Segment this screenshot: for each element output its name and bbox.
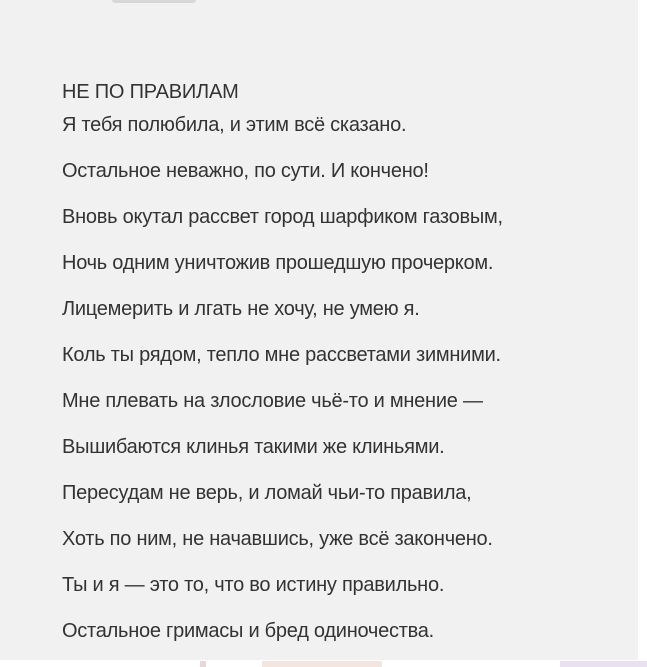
poem-line: Я тебя полюбила, и этим всё сказано. — [62, 114, 407, 136]
poem-line: Остальное гримасы и бред одиночества. — [62, 620, 434, 642]
poem-line: Лицемерить и лгать не хочу, не умею я. — [62, 298, 420, 320]
poem-line: Коль ты рядом, тепло мне рассветами зимними. — [62, 344, 501, 366]
poem-title: НЕ ПО ПРАВИЛАМ — [62, 81, 239, 103]
bottom-edge-mark — [262, 661, 382, 667]
poem-line: Вновь окутал рассвет город шарфиком газовым, — [62, 206, 503, 228]
poem — [62, 78, 622, 660]
poem-line: Ты и я — это то, что во истину правильно. — [62, 574, 445, 596]
poem-line: Остальное неважно, по сути. И кончено! — [62, 160, 429, 182]
poem-line: Вышибаются клинья такими же клиньями. — [62, 436, 445, 458]
page-right-margin — [638, 0, 647, 667]
poem-line: Пересудам не верь, и ломай чьи-то правила, — [62, 482, 472, 504]
poem-line: Ночь одним уничтожив прошедшую прочерком. — [62, 252, 494, 274]
poem-line: Мне плевать на злословие чьё-то и мнение — — [62, 390, 483, 412]
bottom-edge-mark — [200, 661, 206, 667]
poem-line: Хоть по ним, не начавшись, уже всё закончено. — [62, 528, 493, 550]
top-tab-edge — [112, 0, 196, 3]
poem-lines — [62, 113, 622, 644]
bottom-edge-mark — [560, 661, 647, 667]
